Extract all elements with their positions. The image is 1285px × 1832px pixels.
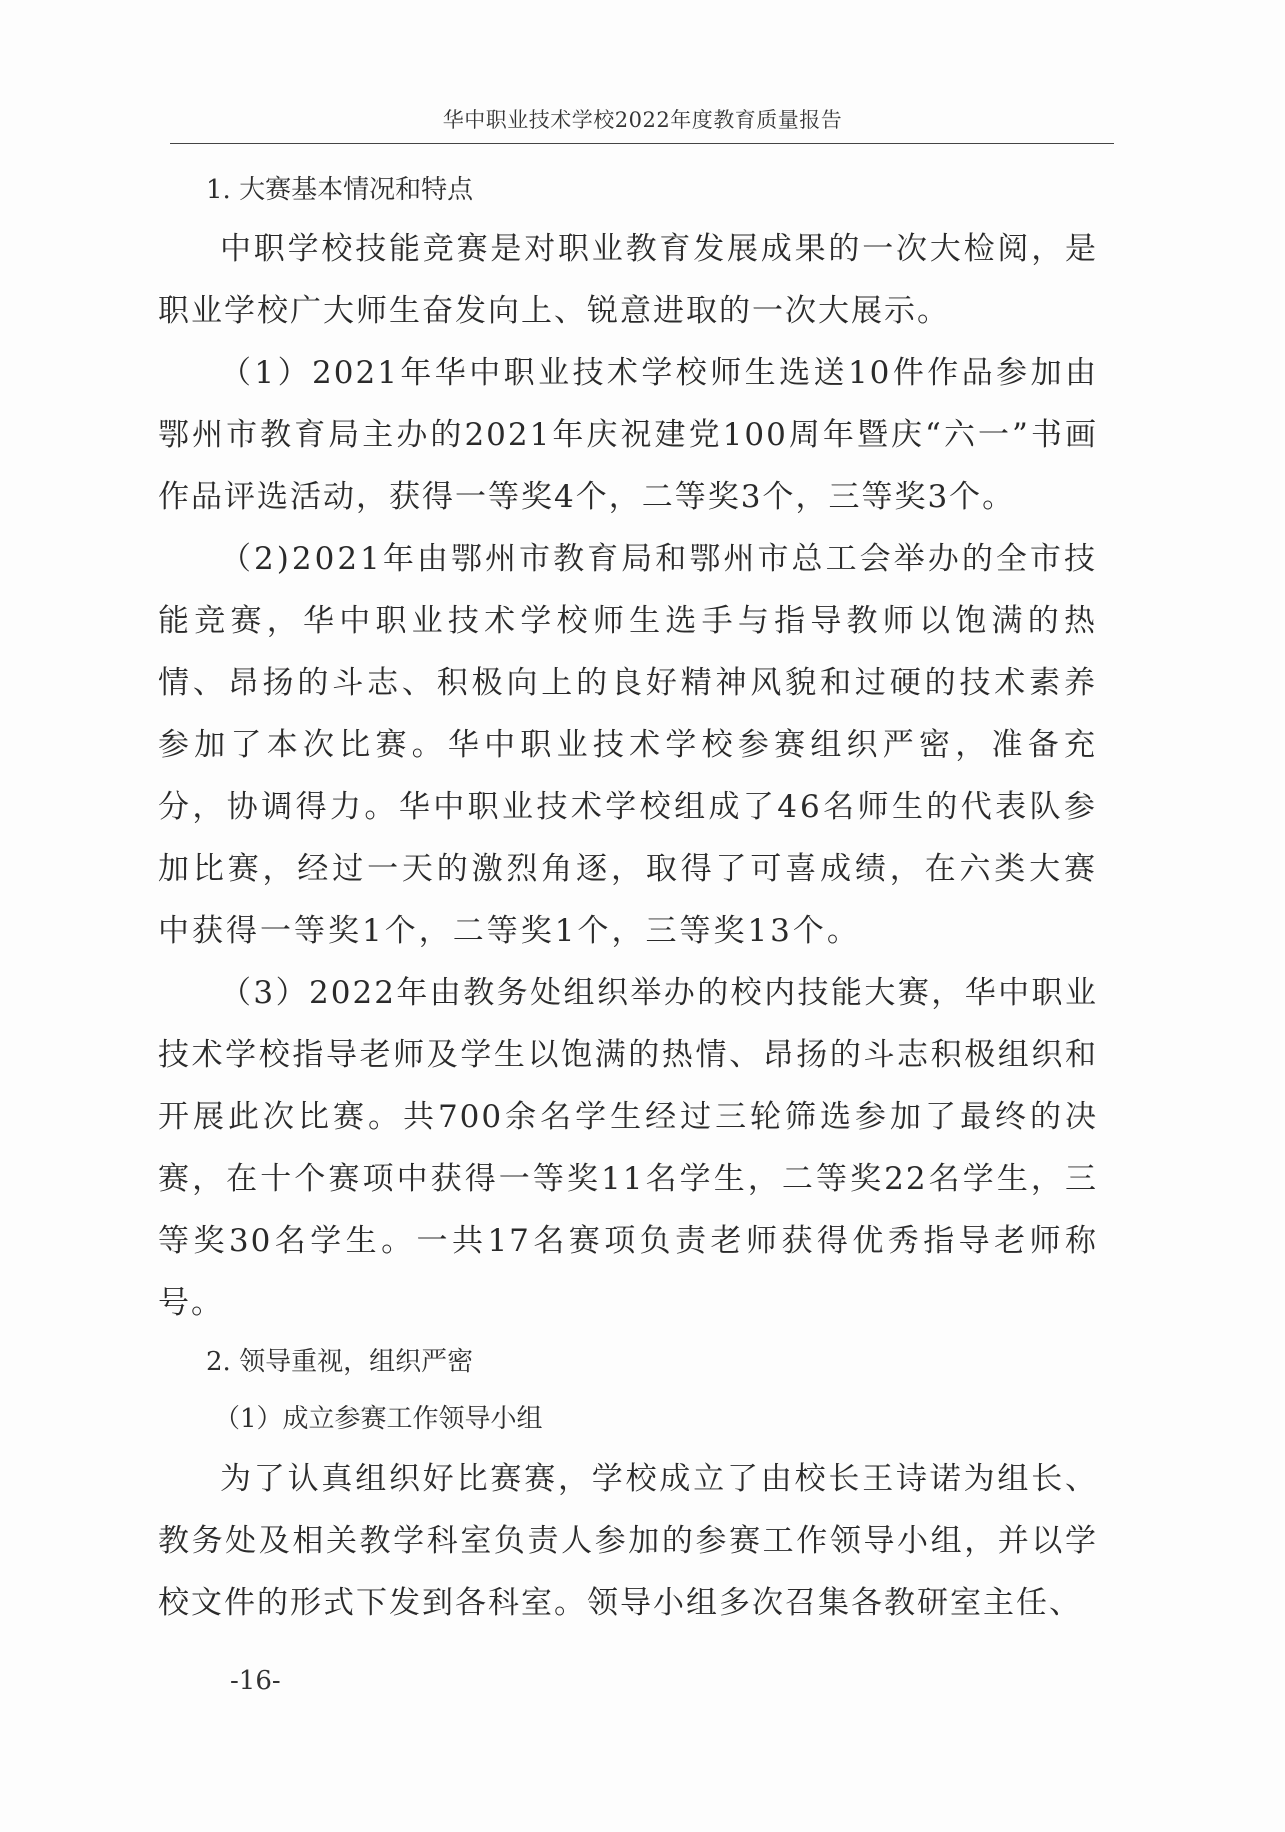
section-heading-2: 2. 领导重视，组织严密 [206,1347,474,1377]
paragraph-item-3: （3）2022年由教务处组织举办的校内技能大赛，华中职业技术学校指导老师及学生以饱满的热情、昂扬的斗志积极组织和开展此次比赛。共700余名学生经过三轮筛选参加了最终的决赛，在十个赛项中获得一等奖11名学生，二等奖22名学生，三等奖30名学生。一共17名赛项负责老师获得优秀指导老师称号。 [158,975,1098,1321]
page-body [158,162,1098,1634]
subsection-heading-1: （1）成立参赛工作领导小组 [214,1404,543,1434]
report-header-title: 华中职业技术学校2022年度教育质量报告 [442,108,843,132]
paragraph-intro: 中职学校技能竞赛是对职业教育发展成果的一次大检阅，是职业学校广大师生奋发向上、锐意进取的一次大展示。 [158,231,1098,329]
header-divider [170,143,1114,144]
page-number: -16- [230,1666,281,1696]
paragraph-item-2: （2)2021年由鄂州市教育局和鄂州市总工会举办的全市技能竞赛，华中职业技术学校师生选手与指导教师以饱满的热情、昂扬的斗志、积极向上的良好精神风貌和过硬的技术素养参加了本次比赛。华中职业技术学校参赛组织严密，准备充分，协调得力。华中职业技术学校组成了46名师生的代表队参加比赛，经过一天的激烈角逐，取得了可喜成绩，在六类大赛中获得一等奖1个，二等奖1个，三等奖13个。 [158,541,1098,949]
paragraph-item-4: 为了认真组织好比赛赛，学校成立了由校长王诗诺为组长、教务处及相关教学科室负责人参加的参赛工作领导小组，并以学校文件的形式下发到各科室。领导小组多次召集各教研室主任、 [158,1461,1098,1621]
paragraph-item-1: （1）2021年华中职业技术学校师生选送10件作品参加由鄂州市教育局主办的2021年庆祝建党100周年暨庆“六一”书画作品评选活动，获得一等奖4个，二等奖3个，三等奖3个。 [158,355,1098,515]
section-heading-1: 1. 大赛基本情况和特点 [206,175,474,205]
